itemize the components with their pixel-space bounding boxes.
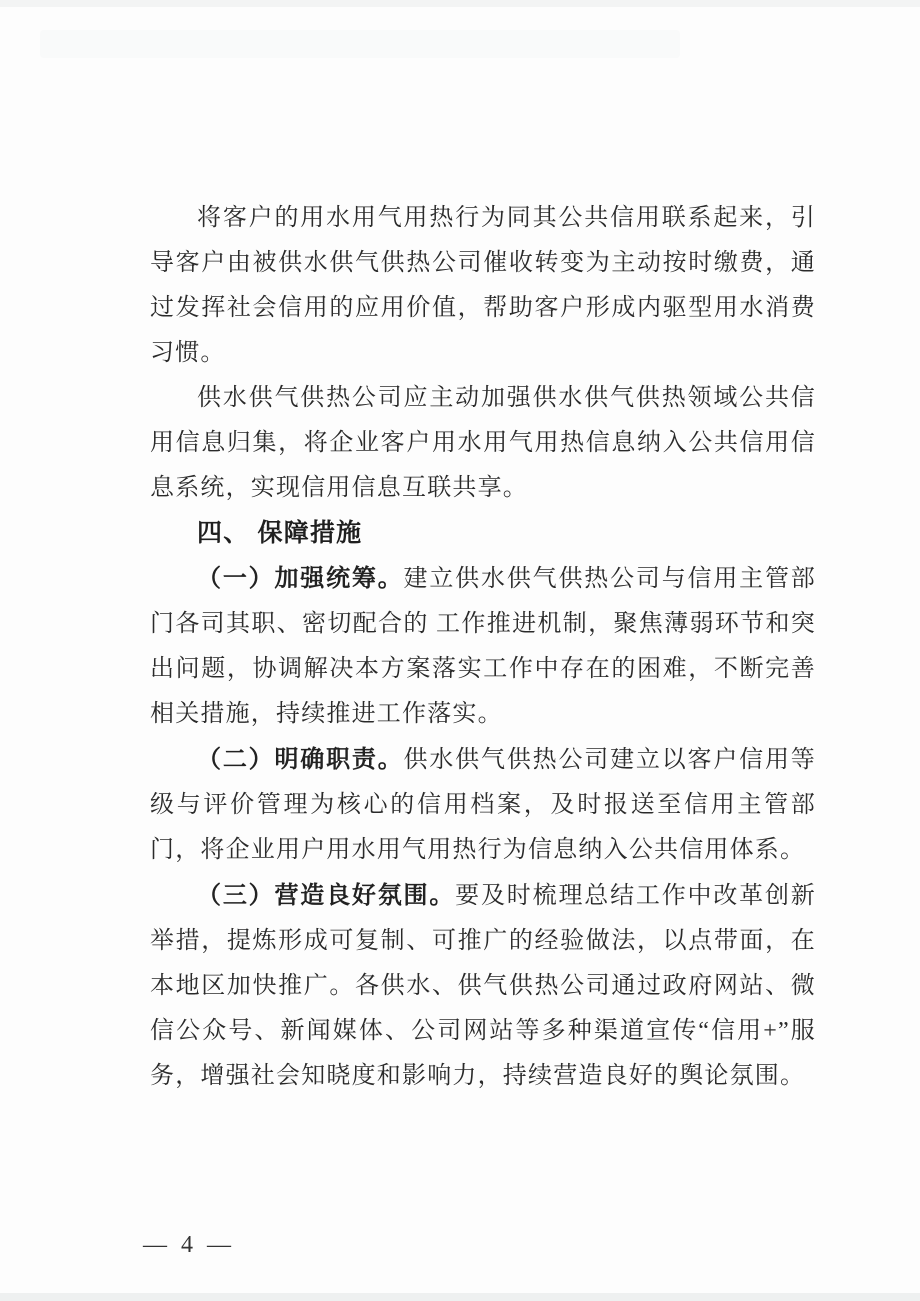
paragraph-lead-bold: （三）营造良好氛围。 xyxy=(197,882,456,909)
paragraph-text: 供水供气供热公司建立以客户信用等级与评价管理为核心的信用档案，及时报送至信用主管部门，将企业用户用水用气用热行为信息纳入公共信用体系。 xyxy=(150,747,816,863)
paragraph-lead-bold: （一）加强统筹。 xyxy=(197,565,404,592)
paragraph xyxy=(150,556,816,737)
scan-artifact-top-strip xyxy=(0,0,920,7)
paragraph xyxy=(150,873,816,1099)
paragraph xyxy=(150,196,816,376)
paragraph-text: 将客户的用水用气用热行为同其公共信用联系起来，引导客户由被供水供气供热公司催收转变为主动按时缴费，通过发挥社会信用的应用价值，帮助客户形成内驱型用水消费习惯。 xyxy=(150,205,816,366)
paragraph-text: 建立供水供气供热公司与信用主管部门各司其职、密切配合的 工作推进机制，聚焦薄弱环节和突出问题，协调解决本方案落实工作中存在的困难，不断完善相关措施，持续推进工作落实。 xyxy=(150,566,816,727)
page-number: — 4 — xyxy=(143,1232,235,1258)
paragraph xyxy=(150,737,816,873)
paragraph xyxy=(150,376,816,511)
paragraph-text: 供水供气供热公司应主动加强供水供气供热领域公共信用信息归集，将企业客户用水用气用热信息纳入公共信用信息系统，实现信用信息互联共享。 xyxy=(150,385,816,501)
document-body xyxy=(150,196,816,1099)
scan-artifact-blotch xyxy=(40,30,680,58)
paragraph-text: 要及时梳理总结工作中改革创新举措，提炼形成可复制、可推广的经验做法，以点带面，在本地区加快推广。各供水、供气供热公司通过政府网站、微信公众号、新闻媒体、公司网站等多种渠道宣传“信用+”服务，增强社会知晓度和影响力，持续营造良好的舆论氛围。 xyxy=(150,883,816,1089)
paragraph-lead-bold: （二）明确职责。 xyxy=(197,746,404,773)
section-heading: 四、 保障措施 xyxy=(197,519,363,547)
scan-artifact-bottom-strip xyxy=(0,1293,920,1301)
